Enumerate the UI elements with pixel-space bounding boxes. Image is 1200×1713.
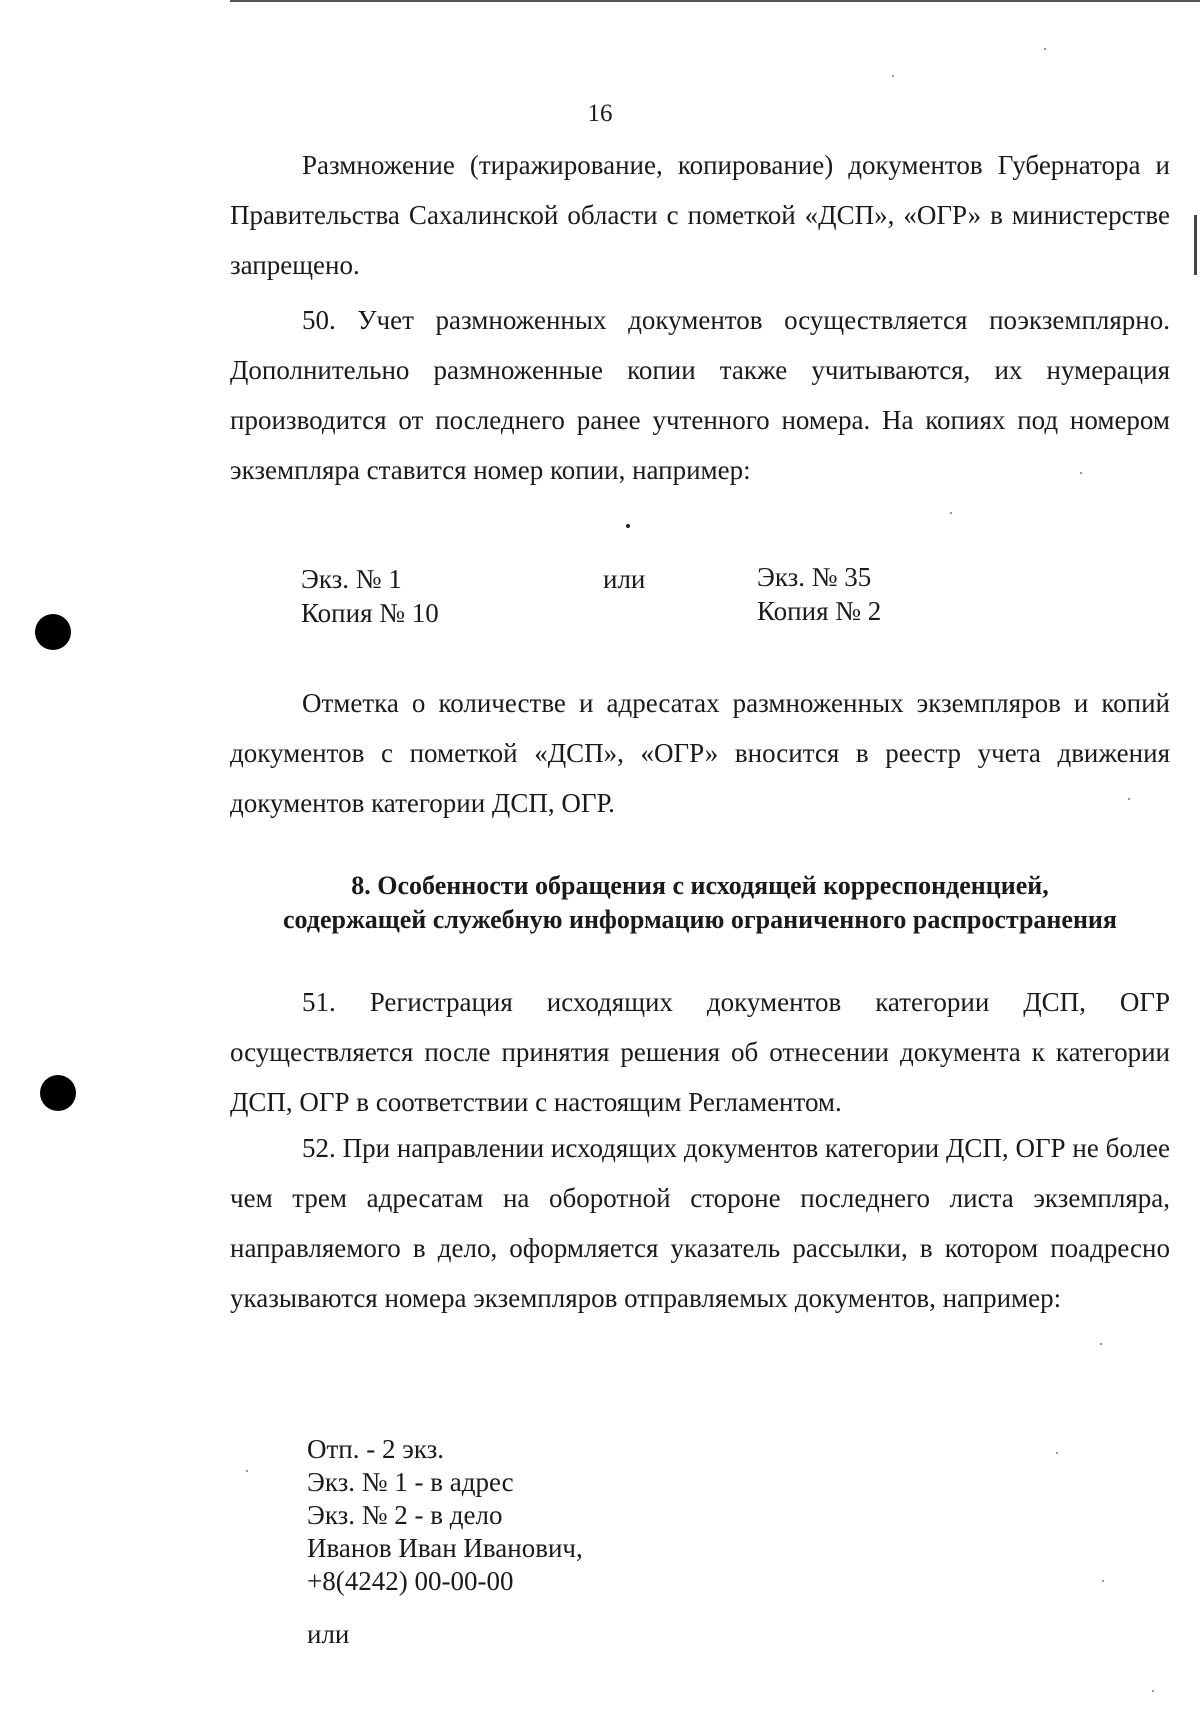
section-heading-line-2: содержащей служебную информацию ограниченного распространения — [283, 905, 1117, 934]
example-or: или — [603, 564, 646, 594]
scan-speck — [1102, 1580, 1104, 1582]
paragraph-51: 51. Регистрация исходящих документов категории ДСП, ОГР осуществляется после принятия решения об отнесении документа к категории ДСП, ОГР в соответствии с настоящим Регламентом. — [230, 987, 1170, 1117]
paragraph-52: 52. При направлении исходящих документов категории ДСП, ОГР не более чем трем адресатам на оборотной стороне последнего листа экземпляра, направляемого в дело, оформляется указатель рассылки, в котором поадресно указываются номера экземпляров отправляемых документов, например: — [230, 1133, 1170, 1313]
distribution-line: Экз. № 2 - в дело — [307, 1500, 503, 1530]
scan-speck — [892, 75, 894, 77]
distribution-line: +8(4242) 00-00-00 — [307, 1566, 514, 1596]
example-right-copy-index: Копия № 2 — [757, 596, 882, 626]
paragraph-note: Отметка о количестве и адресатах размноженных экземпляров и копий документов с пометкой «ДСП», «ОГР» вносится в реестр учета движения документов категории ДСП, ОГР. — [230, 688, 1170, 818]
scan-speck — [626, 524, 630, 528]
scan-speck — [1128, 798, 1130, 800]
distribution-or: или — [307, 1619, 350, 1649]
example-left-copy-index: Копия № 10 — [301, 598, 439, 628]
scan-speck — [246, 1470, 248, 1472]
distribution-line: Экз. № 1 - в адрес — [307, 1467, 514, 1497]
scan-speck — [1152, 1690, 1154, 1692]
scan-speck — [1080, 472, 1082, 474]
punch-hole-bottom — [40, 1075, 76, 1111]
example-right-copy-number: Экз. № 35 — [757, 562, 872, 592]
page-number: 16 — [587, 100, 613, 127]
scan-speck — [950, 512, 952, 514]
paragraph-50: 50. Учет размноженных документов осуществляется поэкземплярно. Дополнительно размноженные копии также учитываются, их нумерация производится от последнего ранее учтенного номера. На копиях под номером экземпляра ставится номер копии, например: — [230, 305, 1170, 485]
punch-hole-top — [35, 614, 71, 650]
top-edge-line — [230, 0, 1200, 2]
distribution-line: Отп. - 2 экз. — [307, 1434, 445, 1464]
distribution-example — [307, 1433, 583, 1598]
section-heading-line-1: 8. Особенности обращения с исходящей корреспонденцией, — [351, 871, 1049, 900]
paragraph-reproduction-ban: Размножение (тиражирование, копирование) документов Губернатора и Правительства Сахалинской области с пометкой «ДСП», «ОГР» в министерстве запрещено. — [230, 150, 1170, 280]
right-edge-mark — [1194, 215, 1197, 275]
scan-speck — [1100, 1343, 1102, 1345]
scan-speck — [1056, 1452, 1058, 1454]
distribution-line: Иванов Иван Иванович, — [307, 1533, 583, 1563]
example-left-copy-number: Экз. № 1 — [301, 564, 402, 594]
scan-speck — [1044, 48, 1046, 50]
